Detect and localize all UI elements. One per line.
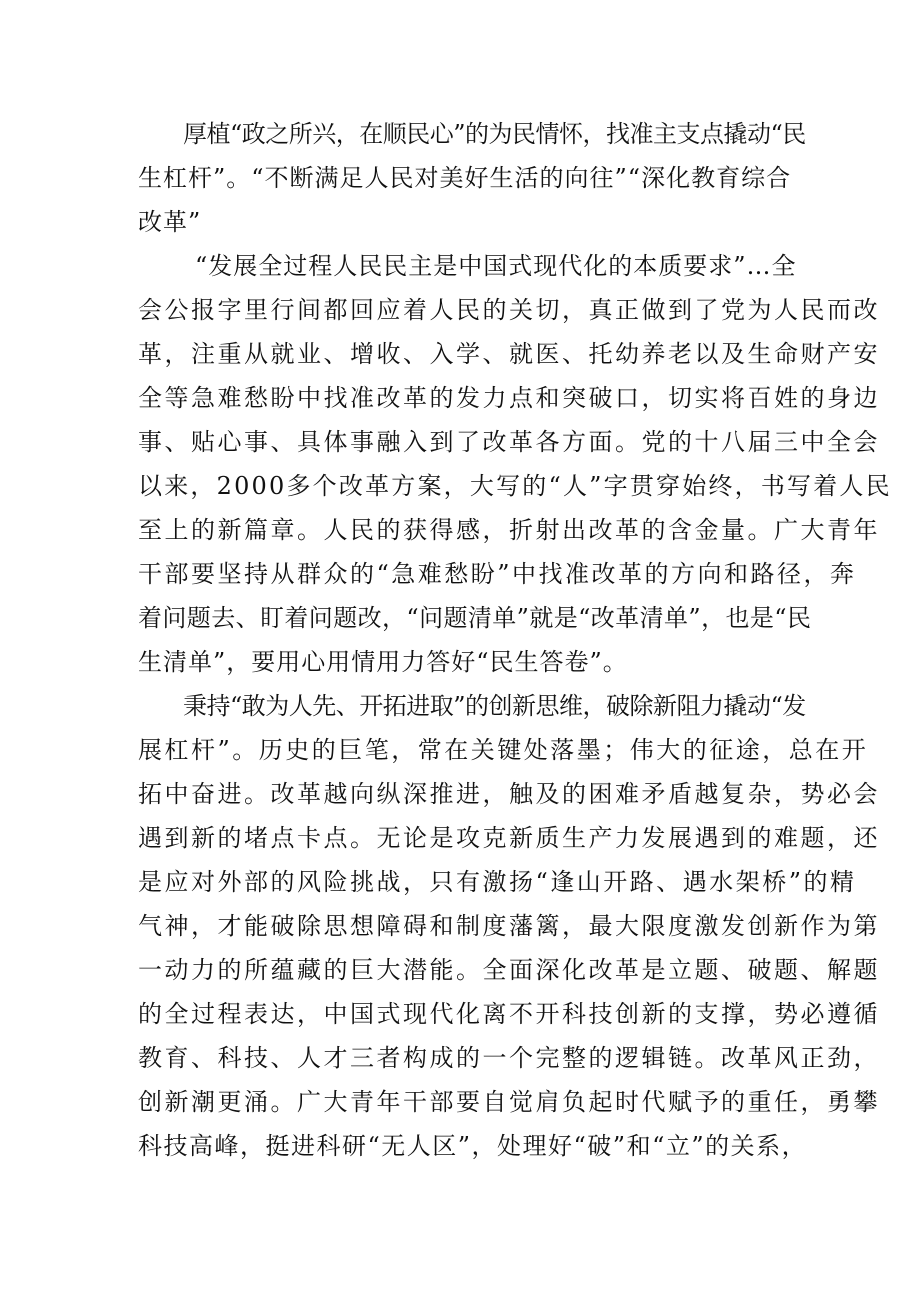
text-line: 以来，2000多个改革方案，大写的“人”字贯穿始终，书写着人民	[138, 472, 892, 500]
text-line: 教育、科技、人才三者构成的一个完整的逻辑链。改革风正劲，	[138, 1044, 880, 1072]
text-line: 的全过程表达，中国式现代化离不开科技创新的支撑，势必遵循	[138, 1000, 880, 1028]
text-line: 全等急难愁盼中找准改革的发力点和突破口，切实将百姓的身边	[138, 384, 880, 412]
text-line: 秉持“敢为人先、开拓进取”的创新思维，破除新阻力撬动“发	[183, 692, 806, 720]
text-line: 气神，才能破除思想障碍和制度藩篱，最大限度激发创新作为第	[138, 912, 880, 940]
text-line: 一动力的所蕴藏的巨大潜能。全面深化改革是立题、破题、解题	[138, 956, 880, 984]
text-line: 展杠杆”。历史的巨笔，常在关键处落墨；伟大的征途，总在开	[138, 736, 869, 764]
text-line: 创新潮更涌。广大青年干部要自觉肩负起时代赋予的重任，勇攀	[138, 1088, 880, 1116]
text-line: 至上的新篇章。人民的获得感，折射出改革的含金量。广大青年	[138, 516, 880, 544]
text-line: 着问题去、盯着问题改，“问题清单”就是“改革清单”，也是“民	[138, 604, 812, 632]
text-line: 科技高峰，挺进科研“无人区”，处理好“破”和“立”的关系，	[138, 1132, 808, 1160]
text-line: 事、贴心事、具体事融入到了改革各方面。党的十八届三中全会	[138, 428, 880, 456]
text-line: 遇到新的堵点卡点。无论是攻克新质生产力发展遇到的难题，还	[138, 824, 880, 852]
text-line: 厚植“政之所兴，在顺民心”的为民情怀，找准主支点撬动“民	[183, 120, 806, 148]
text-line: 会公报字里行间都回应着人民的关切，真正做到了党为人民而改	[138, 296, 880, 324]
text-line: 生清单”，要用心用情用力答好“民生答卷”。	[138, 648, 628, 676]
text-line: “发展全过程人民民主是中国式现代化的本质要求”…全	[195, 252, 797, 280]
text-line: 改革”	[138, 208, 202, 236]
text-line: 干部要坚持从群众的“急难愁盼”中找准改革的方向和路径，奔	[138, 560, 857, 588]
text-line: 生杠杆”。“不断满足人民对美好生活的向往”“深化教育综合	[138, 164, 792, 192]
text-line: 是应对外部的风险挑战，只有激扬“逢山开路、遇水架桥”的精	[138, 868, 857, 896]
text-line: 拓中奋进。改革越向纵深推进，触及的困难矛盾越复杂，势必会	[138, 780, 880, 808]
text-line: 革，注重从就业、增收、入学、就医、托幼养老以及生命财产安	[138, 340, 880, 368]
